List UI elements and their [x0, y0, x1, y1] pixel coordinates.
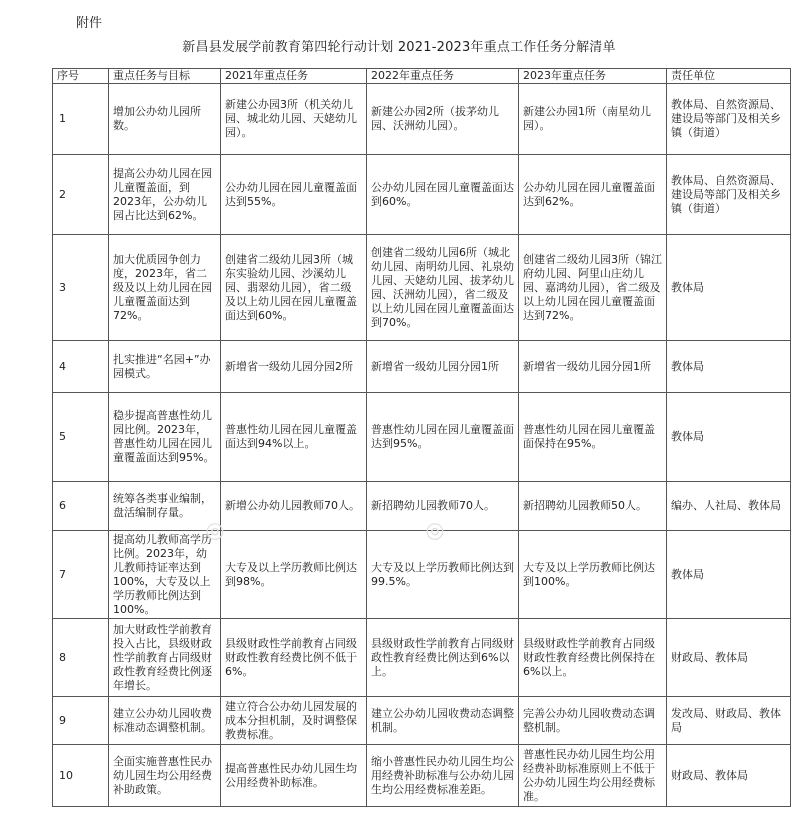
row-task-2021: 新增省一级幼儿园分园2所 — [221, 341, 367, 393]
table-row — [53, 393, 791, 482]
col-header-2021: 2021年重点任务 — [221, 69, 367, 84]
row-task-2023: 公办幼儿园在园儿童覆盖面达到62%。 — [519, 155, 667, 235]
watermark-mark: ◎ — [201, 515, 230, 546]
row-index: 8 — [53, 619, 109, 697]
row-task-2022: 新建公办园2所（拔茅幼儿园、沃洲幼儿园）。 — [367, 84, 519, 155]
table-header-row — [53, 69, 791, 84]
table-row — [53, 341, 791, 393]
row-task-2023: 大专及以上学历教师比例达到100%。 — [519, 531, 667, 619]
row-index: 4 — [53, 341, 109, 393]
row-responsible: 教体局 — [667, 341, 791, 393]
table-row — [53, 155, 791, 235]
table-row — [53, 84, 791, 155]
row-task-2021: 创建省二级幼儿园3所（城东实验幼儿园、沙溪幼儿园、翡翠幼儿园），省二级及以上幼儿园在园儿童覆盖面达到60%。 — [221, 235, 367, 341]
row-task-2023: 新增省一级幼儿园分园1所 — [519, 341, 667, 393]
row-task-2021: 建立符合公办幼儿园发展的成本分担机制，及时调整保教费标准。 — [221, 697, 367, 745]
row-task-2023: 新建公办园1所（南星幼儿园）。 — [519, 84, 667, 155]
row-responsible: 发改局、财政局、教体局 — [667, 697, 791, 745]
row-task-2022: 新招聘幼儿园教师70人。 — [367, 482, 519, 531]
row-index: 6 — [53, 482, 109, 531]
row-index: 5 — [53, 393, 109, 482]
row-index: 3 — [53, 235, 109, 341]
document-title: 新昌县发展学前教育第四轮行动计划 2021-2023年重点工作任务分解清单 — [182, 40, 616, 55]
row-task-2023: 普惠性幼儿园在园儿童覆盖面保持在95%。 — [519, 393, 667, 482]
row-goal: 提高公办幼儿园在园儿童覆盖面，到2023年，公办幼儿园占比达到62%。 — [109, 155, 221, 235]
task-table — [52, 68, 791, 807]
row-responsible: 教体局 — [667, 235, 791, 341]
row-responsible: 教体局 — [667, 531, 791, 619]
row-task-2021: 县级财政性学前教育占同级财政性教育经费比例不低于6%。 — [221, 619, 367, 697]
col-header-2023: 2023年重点任务 — [519, 69, 667, 84]
row-task-2022: 县级财政性学前教育占同级财政性教育经费比例达到6%以上。 — [367, 619, 519, 697]
row-responsible: 教体局、自然资源局、建设局等部门及相关乡镇（街道） — [667, 155, 791, 235]
row-index: 2 — [53, 155, 109, 235]
row-goal: 统筹各类事业编制，盘活编制存量。 — [109, 482, 221, 531]
row-responsible: 财政局、教体局 — [667, 619, 791, 697]
row-index: 10 — [53, 745, 109, 807]
row-goal: 加大财政性学前教育投入占比，县级财政性学前教育占同级财政性教育经费比例逐年增长。 — [109, 619, 221, 697]
row-task-2022: 缩小普惠性民办幼儿园生均公用经费补助标准与公办幼儿园生均公用经费标准差距。 — [367, 745, 519, 807]
col-header-2022: 2022年重点任务 — [367, 69, 519, 84]
row-task-2022: 大专及以上学历教师比例达到99.5%。 — [367, 531, 519, 619]
row-task-2021: 新增公办幼儿园教师70人。 — [221, 482, 367, 531]
watermark-mark: ◎ — [421, 515, 450, 546]
row-goal: 建立公办幼儿园收费标准动态调整机制。 — [109, 697, 221, 745]
row-goal: 全面实施普惠性民办幼儿园生均公用经费补助政策。 — [109, 745, 221, 807]
row-task-2022: 普惠性幼儿园在园儿童覆盖面达到95%。 — [367, 393, 519, 482]
table-row — [53, 482, 791, 531]
row-task-2022: 建立公办幼儿园收费动态调整机制。 — [367, 697, 519, 745]
row-task-2021: 公办幼儿园在园儿童覆盖面达到55%。 — [221, 155, 367, 235]
row-goal: 提高幼儿教师高学历比例。2023年，幼儿教师持证率达到100%，大专及以上学历教师比例达到100%。 — [109, 531, 221, 619]
row-task-2022: 公办幼儿园在园儿童覆盖面达到60%。 — [367, 155, 519, 235]
attachment-label: 附件 — [76, 16, 103, 31]
row-responsible: 编办、人社局、教体局 — [667, 482, 791, 531]
row-goal: 扎实推进“名园+”办园模式。 — [109, 341, 221, 393]
row-index: 9 — [53, 697, 109, 745]
table-row — [53, 531, 791, 619]
row-responsible: 教体局 — [667, 393, 791, 482]
row-goal: 稳步提高普惠性幼儿园比例。2023年，普惠性幼儿园在园儿童覆盖面达到95%。 — [109, 393, 221, 482]
row-goal: 加大优质园争创力度，2023年，省二级及以上幼儿园在园儿童覆盖面达到72%。 — [109, 235, 221, 341]
row-task-2022: 创建省二级幼儿园6所（城北幼儿园、南明幼儿园、礼泉幼儿园、天姥幼儿园、拔茅幼儿园、沃洲幼儿园），省二级及以上幼儿园在园儿童覆盖面达到70%。 — [367, 235, 519, 341]
col-header-responsible: 责任单位 — [667, 69, 791, 84]
row-goal: 增加公办幼儿园所数。 — [109, 84, 221, 155]
table-row — [53, 619, 791, 697]
row-task-2023: 完善公办幼儿园收费动态调整机制。 — [519, 697, 667, 745]
row-index: 7 — [53, 531, 109, 619]
row-task-2021: 普惠性幼儿园在园儿童覆盖面达到94%以上。 — [221, 393, 367, 482]
col-header-index: 序号 — [53, 69, 109, 84]
row-task-2023: 创建省二级幼儿园3所（锦江府幼儿园、阿里山庄幼儿园、嘉鸿幼儿园），省二级及以上幼儿园在园儿童覆盖面达到72%。 — [519, 235, 667, 341]
row-index: 1 — [53, 84, 109, 155]
row-task-2021: 新建公办园3所（机关幼儿园、城北幼儿园、天姥幼儿园）。 — [221, 84, 367, 155]
table-row — [53, 745, 791, 807]
row-task-2021: 提高普惠性民办幼儿园生均公用经费补助标准。 — [221, 745, 367, 807]
row-responsible: 教体局、自然资源局、建设局等部门及相关乡镇（街道） — [667, 84, 791, 155]
row-task-2022: 新增省一级幼儿园分园1所 — [367, 341, 519, 393]
col-header-goal: 重点任务与目标 — [109, 69, 221, 84]
table-row — [53, 697, 791, 745]
row-responsible: 财政局、教体局 — [667, 745, 791, 807]
row-task-2023: 新招聘幼儿园教师50人。 — [519, 482, 667, 531]
row-task-2021: 大专及以上学历教师比例达到98%。 — [221, 531, 367, 619]
table-row — [53, 235, 791, 341]
row-task-2023: 普惠性民办幼儿园生均公用经费补助标准原则上不低于公办幼儿园生均公用经费标准。 — [519, 745, 667, 807]
row-task-2023: 县级财政性学前教育占同级财政性教育经费比例保持在6%以上。 — [519, 619, 667, 697]
